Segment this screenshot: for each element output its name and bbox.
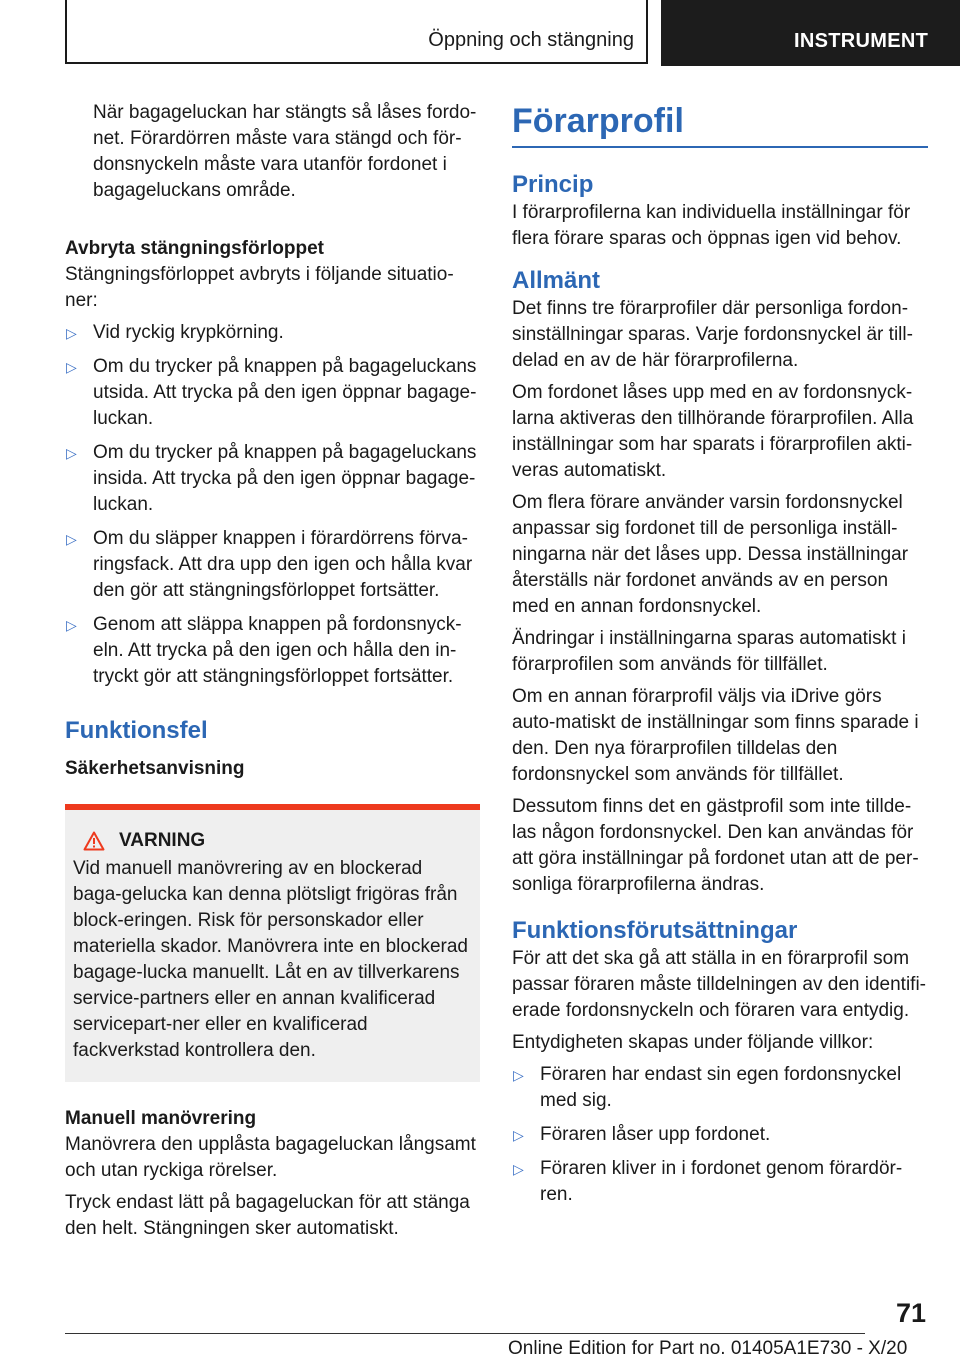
list-item: ▷ Om du släpper knappen i förardörrens förva-ringsfack. Att dra upp den igen och hålla kvar den gör att stängningsförloppet fortsätter. [66,528,473,601]
page-number: 71 [895,1298,926,1328]
cancel-heading: Avbryta stängningsförloppet [65,238,324,259]
manual-paragraph-2: Tryck endast lätt på bagageluckan för att stänga den helt. Stängningen sker automatiskt. [65,1192,470,1239]
list-item: ▷ Föraren låser upp fordonet. [512,1122,928,1148]
page-header [0,0,960,66]
list-item: ▷ Föraren kliver in i fordonet genom förardör-ren. [513,1158,903,1205]
general-paragraph: Om en annan förarprofil väljs via iDrive görs auto-matiskt de inställningar som finns sparade i den. Den nya förarprofilen tilldelas den fordonsnyckel som används för tillfället. [512,686,919,785]
list-item: ▷ Vid ryckig krypkörning. [65,320,480,346]
section-tab [661,0,960,66]
left-column [65,100,480,1242]
prerequisites-list [512,1062,928,1208]
principle-paragraph: I förarprofilerna kan individuella inställningar för flera förare sparas och öppnas igen vid behov. [512,202,911,249]
cancel-list [65,320,480,690]
cancel-paragraph: Stängningsförloppet avbryts i följande situatio-ner: [65,264,454,311]
fault-heading: Funktionsfel [65,717,208,744]
triangle-bullet-icon: ▷ [66,445,77,461]
general-heading: Allmänt [512,267,601,294]
warning-title: VARNING [119,830,206,851]
chapter-title: Öppning och stängning [428,29,634,51]
warning-triangle-icon [83,831,105,851]
safety-heading: Säkerhetsanvisning [65,758,245,779]
triangle-bullet-icon: ▷ [513,1067,524,1083]
general-paragraph: Ändringar i inställningarna sparas automatiskt i förarprofilen som används för tillfället. [512,628,906,675]
footer-rule [65,1333,865,1334]
triangle-bullet-icon: ▷ [66,531,77,547]
list-item: ▷ Föraren har endast sin egen fordonsnyckel med sig. [513,1064,902,1111]
right-column [512,100,928,1208]
general-paragraph: Om flera förare använder varsin fordonsnyckel anpassar sig fordonet till de personliga inställ-ningarna när det låses upp. Dessa inställningar återställs när fordonet används av en person med en annan fordonsnyckel. [512,492,909,617]
triangle-bullet-icon: ▷ [66,359,77,375]
prerequisites-paragraph-1: För att det ska gå att ställa in en förarprofil som passar föraren måste tilldelningen av den identifi-erade fordonsnyckeln och föraren vara entydig. [512,948,927,1021]
triangle-bullet-icon: ▷ [513,1127,524,1143]
list-item: ▷ Om du trycker på knappen på bagageluckans utsida. Att trycka på den igen öppnar bagage-luckan. [66,356,477,429]
list-item: ▷ Genom att släppa knappen på fordonsnyck-eln. Att trycka på den igen och hålla den in-tryckt gör att stängningsförloppet fortsätter. [66,614,462,687]
list-item: ▷ Om du trycker på knappen på bagageluckans insida. Att trycka på den igen öppnar bagage-luckan. [66,442,477,515]
chapter-tab [65,0,648,64]
principle-heading: Princip [512,171,594,198]
triangle-bullet-icon: ▷ [66,325,77,341]
prerequisites-paragraph-2: Entydigheten skapas under följande villkor: [512,1032,874,1053]
triangle-bullet-icon: ▷ [66,617,77,633]
general-paragraph: Om fordonet låses upp med en av fordonsnyck-larna aktiveras den tillhörande förarprofilen. Alla inställningar som har sparats i förarprofilen akti-veras automatiskt. [512,382,914,481]
intro-paragraph: När bagageluckan har stängts så låses fordo-net. Förardörren måste vara stängd och för-donsnyckeln måste vara utanför fordonet i bagageluckans område. [93,102,477,201]
general-paragraph: Dessutom finns det en gästprofil som inte tillde-las någon fordonsnyckel. Den kan användas för att göra inställningar på fordonet utan att de per-sonliga förarprofilerna ändras. [512,796,919,895]
edition-footer: Online Edition for Part no. 01405A1E730 - X/20 [508,1338,908,1359]
general-paragraph: Det finns tre förarprofiler där personliga fordon-sinställningar sparas. Varje fordonsnyckel är till-delad en av de här förarprofilerna. [512,298,913,371]
warning-text: Vid manuell manövrering av en blockerad baga-gelucka kan denna plötsligt frigöras från block-eringen. Risk för personskador eller materiella skador. Manövrera inte en blockerad bagage-lucka manuellt. Låt en av tillverkarens service-partners eller en annan kvalificerad servicepart-ner eller en kvalificerad fackverkstad kontrollera den. [73,858,468,1061]
page-section-title: Förarprofil [512,102,684,140]
warning-header [83,830,472,852]
triangle-bullet-icon: ▷ [513,1161,524,1177]
manual-heading: Manuell manövrering [65,1108,257,1129]
manual-paragraph-1: Manövrera den upplåsta bagageluckan långsamt och utan ryckiga rörelser. [65,1134,476,1181]
warning-box [65,804,480,1082]
section-title: INSTRUMENT [794,30,929,52]
prerequisites-heading: Funktionsförutsättningar [512,917,798,944]
